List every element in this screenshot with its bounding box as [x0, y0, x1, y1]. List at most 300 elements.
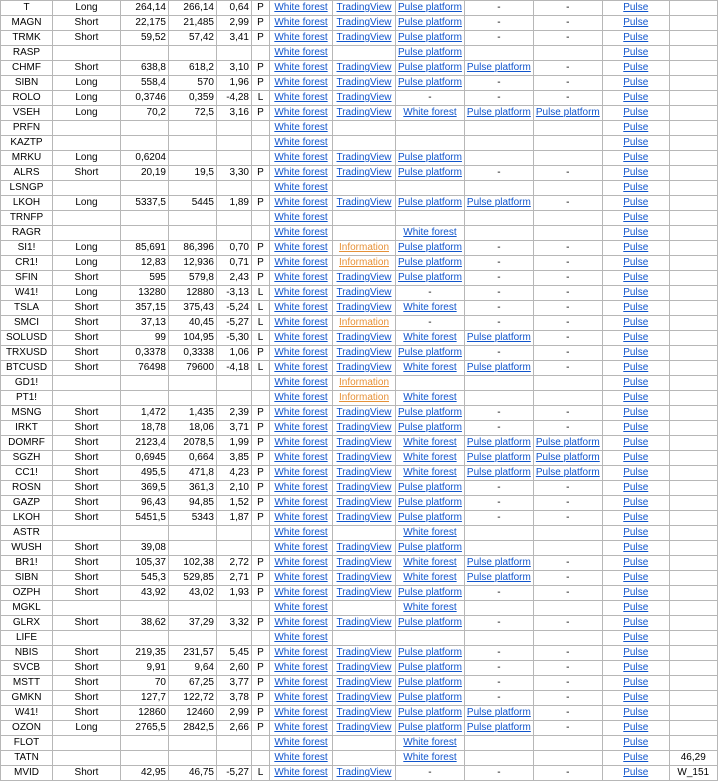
- cell-pulse-link[interactable]: Pulse: [602, 151, 669, 166]
- cell-analysis-link[interactable]: Pulse platform: [396, 31, 465, 46]
- cell-result-percent: [217, 46, 252, 61]
- cell-ticker: PT1!: [1, 391, 53, 406]
- cell-chart-link: [333, 526, 396, 541]
- cell-note: [669, 211, 717, 226]
- cell-pulse-link[interactable]: Pulse: [602, 46, 669, 61]
- cell-analysis-link[interactable]: Pulse platform: [396, 676, 465, 691]
- cell-direction: Short: [53, 676, 121, 691]
- cell-analysis-link[interactable]: White forest: [396, 571, 465, 586]
- cell-white-forest-link[interactable]: White forest: [270, 631, 333, 646]
- cell-result-percent: [217, 736, 252, 751]
- cell-chart-link[interactable]: TradingView: [333, 151, 396, 166]
- cell-extra-link-1[interactable]: Pulse platform: [464, 466, 533, 481]
- cell-chart-link[interactable]: TradingView: [333, 571, 396, 586]
- cell-white-forest-link[interactable]: White forest: [270, 286, 333, 301]
- cell-white-forest-link[interactable]: White forest: [270, 691, 333, 706]
- cell-pulse-link[interactable]: Pulse: [602, 76, 669, 91]
- cell-pulse-link[interactable]: Pulse: [602, 121, 669, 136]
- cell-analysis-link[interactable]: White forest: [396, 361, 465, 376]
- cell-chart-link[interactable]: Information: [333, 316, 396, 331]
- cell-extra-link-1: -: [464, 616, 533, 631]
- cell-analysis-link[interactable]: Pulse platform: [396, 541, 465, 556]
- cell-white-forest-link[interactable]: White forest: [270, 466, 333, 481]
- cell-analysis-link[interactable]: Pulse platform: [396, 346, 465, 361]
- cell-analysis-link[interactable]: White forest: [396, 526, 465, 541]
- cell-extra-link-1[interactable]: Pulse platform: [464, 331, 533, 346]
- cell-analysis-link[interactable]: White forest: [396, 736, 465, 751]
- cell-pulse-link[interactable]: Pulse: [602, 556, 669, 571]
- cell-white-forest-link[interactable]: White forest: [270, 61, 333, 76]
- cell-result-flag: P: [252, 436, 270, 451]
- cell-analysis-link[interactable]: White forest: [396, 226, 465, 241]
- cell-white-forest-link[interactable]: White forest: [270, 121, 333, 136]
- cell-result-flag: P: [252, 196, 270, 211]
- cell-extra-link-1[interactable]: Pulse platform: [464, 706, 533, 721]
- cell-extra-link-2[interactable]: Pulse platform: [533, 466, 602, 481]
- cell-chart-link[interactable]: TradingView: [333, 331, 396, 346]
- cell-chart-link[interactable]: TradingView: [333, 556, 396, 571]
- cell-extra-link-1[interactable]: Pulse platform: [464, 106, 533, 121]
- cell-pulse-link[interactable]: Pulse: [602, 331, 669, 346]
- cell-white-forest-link[interactable]: White forest: [270, 616, 333, 631]
- cell-result-flag: L: [252, 286, 270, 301]
- cell-result-flag: P: [252, 706, 270, 721]
- cell-white-forest-link[interactable]: White forest: [270, 106, 333, 121]
- cell-result-percent: -4,28: [217, 91, 252, 106]
- cell-pulse-link[interactable]: Pulse: [602, 646, 669, 661]
- cell-white-forest-link[interactable]: White forest: [270, 406, 333, 421]
- cell-white-forest-link[interactable]: White forest: [270, 511, 333, 526]
- cell-analysis-link[interactable]: Pulse platform: [396, 256, 465, 271]
- cell-extra-link-1[interactable]: Pulse platform: [464, 436, 533, 451]
- cell-exit-price: [169, 121, 217, 136]
- cell-ticker: BR1!: [1, 556, 53, 571]
- cell-ticker: LIFE: [1, 631, 53, 646]
- cell-pulse-link[interactable]: Pulse: [602, 721, 669, 736]
- cell-analysis-link[interactable]: Pulse platform: [396, 421, 465, 436]
- cell-pulse-link[interactable]: Pulse: [602, 571, 669, 586]
- cell-result-percent: [217, 541, 252, 556]
- cell-chart-link[interactable]: TradingView: [333, 541, 396, 556]
- cell-pulse-link[interactable]: Pulse: [602, 616, 669, 631]
- cell-pulse-link[interactable]: Pulse: [602, 586, 669, 601]
- table-row: [1, 361, 718, 376]
- cell-entry-price: 38,62: [121, 616, 169, 631]
- cell-analysis-link[interactable]: White forest: [396, 331, 465, 346]
- cell-result-percent: 4,23: [217, 466, 252, 481]
- cell-pulse-link[interactable]: Pulse: [602, 481, 669, 496]
- cell-direction: Short: [53, 556, 121, 571]
- cell-analysis-link[interactable]: White forest: [396, 451, 465, 466]
- cell-pulse-link[interactable]: Pulse: [602, 61, 669, 76]
- cell-pulse-link[interactable]: Pulse: [602, 751, 669, 766]
- cell-pulse-link[interactable]: Pulse: [602, 676, 669, 691]
- cell-white-forest-link[interactable]: White forest: [270, 706, 333, 721]
- cell-pulse-link[interactable]: Pulse: [602, 16, 669, 31]
- cell-result-flag: P: [252, 571, 270, 586]
- cell-chart-link[interactable]: TradingView: [333, 691, 396, 706]
- cell-pulse-link[interactable]: Pulse: [602, 136, 669, 151]
- cell-pulse-link[interactable]: Pulse: [602, 496, 669, 511]
- cell-result-flag: L: [252, 91, 270, 106]
- cell-pulse-link[interactable]: Pulse: [602, 361, 669, 376]
- cell-analysis-link[interactable]: Pulse platform: [396, 76, 465, 91]
- cell-white-forest-link[interactable]: White forest: [270, 196, 333, 211]
- cell-ticker: NBIS: [1, 646, 53, 661]
- cell-direction: Short: [53, 346, 121, 361]
- cell-extra-link-1: -: [464, 646, 533, 661]
- cell-exit-price: 2842,5: [169, 721, 217, 736]
- cell-extra-link-1[interactable]: Pulse platform: [464, 196, 533, 211]
- cell-white-forest-link[interactable]: White forest: [270, 271, 333, 286]
- cell-chart-link[interactable]: TradingView: [333, 61, 396, 76]
- cell-note: [669, 91, 717, 106]
- cell-analysis-link[interactable]: White forest: [396, 466, 465, 481]
- cell-analysis-link[interactable]: White forest: [396, 556, 465, 571]
- cell-chart-link[interactable]: TradingView: [333, 676, 396, 691]
- cell-chart-link[interactable]: TradingView: [333, 481, 396, 496]
- cell-direction: Long: [53, 196, 121, 211]
- cell-pulse-link[interactable]: Pulse: [602, 286, 669, 301]
- cell-extra-link-2: -: [533, 691, 602, 706]
- cell-pulse-link[interactable]: Pulse: [602, 196, 669, 211]
- cell-pulse-link[interactable]: Pulse: [602, 451, 669, 466]
- cell-white-forest-link[interactable]: White forest: [270, 226, 333, 241]
- cell-analysis-link[interactable]: Pulse platform: [396, 691, 465, 706]
- cell-analysis-link[interactable]: Pulse platform: [396, 706, 465, 721]
- cell-exit-price: [169, 526, 217, 541]
- cell-analysis-link[interactable]: Pulse platform: [396, 511, 465, 526]
- cell-pulse-link[interactable]: Pulse: [602, 376, 669, 391]
- cell-analysis-link[interactable]: Pulse platform: [396, 721, 465, 736]
- cell-pulse-link[interactable]: Pulse: [602, 526, 669, 541]
- cell-white-forest-link[interactable]: White forest: [270, 361, 333, 376]
- cell-analysis-link[interactable]: Pulse platform: [396, 661, 465, 676]
- table-row: [1, 421, 718, 436]
- cell-extra-link-2: -: [533, 361, 602, 376]
- cell-white-forest-link[interactable]: White forest: [270, 601, 333, 616]
- cell-chart-link[interactable]: Information: [333, 241, 396, 256]
- cell-ticker: W41!: [1, 706, 53, 721]
- cell-analysis-link[interactable]: Pulse platform: [396, 16, 465, 31]
- cell-entry-price: 96,43: [121, 496, 169, 511]
- cell-note: [669, 376, 717, 391]
- cell-white-forest-link[interactable]: White forest: [270, 661, 333, 676]
- cell-pulse-link[interactable]: Pulse: [602, 631, 669, 646]
- cell-direction: Short: [53, 406, 121, 421]
- cell-direction: Long: [53, 241, 121, 256]
- cell-chart-link[interactable]: TradingView: [333, 361, 396, 376]
- cell-analysis-link[interactable]: Pulse platform: [396, 406, 465, 421]
- cell-pulse-link[interactable]: Pulse: [602, 256, 669, 271]
- cell-pulse-link[interactable]: Pulse: [602, 736, 669, 751]
- cell-chart-link[interactable]: TradingView: [333, 166, 396, 181]
- cell-extra-link-1[interactable]: Pulse platform: [464, 61, 533, 76]
- cell-white-forest-link[interactable]: White forest: [270, 496, 333, 511]
- cell-pulse-link[interactable]: Pulse: [602, 406, 669, 421]
- cell-analysis-link[interactable]: White forest: [396, 436, 465, 451]
- cell-chart-link[interactable]: TradingView: [333, 16, 396, 31]
- cell-chart-link[interactable]: TradingView: [333, 406, 396, 421]
- cell-result-flag: P: [252, 406, 270, 421]
- cell-white-forest-link[interactable]: White forest: [270, 1, 333, 16]
- cell-analysis-link[interactable]: White forest: [396, 106, 465, 121]
- cell-extra-link-2: -: [533, 706, 602, 721]
- cell-result-percent: -4,18: [217, 361, 252, 376]
- cell-analysis-link[interactable]: Pulse platform: [396, 586, 465, 601]
- cell-chart-link[interactable]: TradingView: [333, 766, 396, 781]
- cell-analysis-link[interactable]: Pulse platform: [396, 151, 465, 166]
- cell-pulse-link[interactable]: Pulse: [602, 511, 669, 526]
- cell-white-forest-link[interactable]: White forest: [270, 241, 333, 256]
- cell-ticker: LKOH: [1, 196, 53, 211]
- cell-entry-price: 127,7: [121, 691, 169, 706]
- cell-analysis-link[interactable]: Pulse platform: [396, 166, 465, 181]
- cell-chart-link[interactable]: TradingView: [333, 721, 396, 736]
- cell-white-forest-link[interactable]: White forest: [270, 451, 333, 466]
- cell-chart-link[interactable]: TradingView: [333, 496, 396, 511]
- cell-chart-link[interactable]: TradingView: [333, 706, 396, 721]
- cell-ticker: OZON: [1, 721, 53, 736]
- cell-entry-price: 264,14: [121, 1, 169, 16]
- cell-ticker: GLRX: [1, 616, 53, 631]
- cell-pulse-link[interactable]: Pulse: [602, 661, 669, 676]
- cell-analysis-link[interactable]: Pulse platform: [396, 46, 465, 61]
- cell-result-percent: 3,71: [217, 421, 252, 436]
- cell-white-forest-link[interactable]: White forest: [270, 556, 333, 571]
- cell-ticker: MVID: [1, 766, 53, 781]
- cell-note: [669, 181, 717, 196]
- cell-pulse-link[interactable]: Pulse: [602, 226, 669, 241]
- grid-body: [1, 1, 718, 781]
- cell-extra-link-2: -: [533, 511, 602, 526]
- cell-chart-link[interactable]: TradingView: [333, 646, 396, 661]
- cell-extra-link-2[interactable]: Pulse platform: [533, 451, 602, 466]
- cell-chart-link[interactable]: TradingView: [333, 286, 396, 301]
- cell-white-forest-link[interactable]: White forest: [270, 16, 333, 31]
- cell-extra-link-2: -: [533, 256, 602, 271]
- cell-pulse-link[interactable]: Pulse: [602, 706, 669, 721]
- cell-white-forest-link[interactable]: White forest: [270, 391, 333, 406]
- cell-pulse-link[interactable]: Pulse: [602, 391, 669, 406]
- cell-pulse-link[interactable]: Pulse: [602, 1, 669, 16]
- cell-white-forest-link[interactable]: White forest: [270, 676, 333, 691]
- cell-white-forest-link[interactable]: White forest: [270, 376, 333, 391]
- cell-chart-link[interactable]: TradingView: [333, 271, 396, 286]
- cell-ticker: MGKL: [1, 601, 53, 616]
- cell-white-forest-link[interactable]: White forest: [270, 181, 333, 196]
- cell-pulse-link[interactable]: Pulse: [602, 766, 669, 781]
- cell-direction: [53, 211, 121, 226]
- cell-extra-link-2[interactable]: Pulse platform: [533, 106, 602, 121]
- cell-extra-link-1: [464, 226, 533, 241]
- cell-pulse-link[interactable]: Pulse: [602, 31, 669, 46]
- cell-analysis-link[interactable]: Pulse platform: [396, 271, 465, 286]
- cell-extra-link-2: [533, 121, 602, 136]
- cell-pulse-link[interactable]: Pulse: [602, 316, 669, 331]
- cell-direction: [53, 181, 121, 196]
- cell-chart-link[interactable]: TradingView: [333, 661, 396, 676]
- cell-pulse-link[interactable]: Pulse: [602, 241, 669, 256]
- cell-white-forest-link[interactable]: White forest: [270, 301, 333, 316]
- cell-direction: Short: [53, 361, 121, 376]
- cell-analysis-link[interactable]: White forest: [396, 601, 465, 616]
- cell-pulse-link[interactable]: Pulse: [602, 91, 669, 106]
- cell-note: [669, 556, 717, 571]
- cell-analysis-link[interactable]: Pulse platform: [396, 196, 465, 211]
- cell-pulse-link[interactable]: Pulse: [602, 271, 669, 286]
- cell-result-percent: 0,64: [217, 1, 252, 16]
- cell-white-forest-link[interactable]: White forest: [270, 91, 333, 106]
- cell-white-forest-link[interactable]: White forest: [270, 151, 333, 166]
- cell-direction: Short: [53, 766, 121, 781]
- cell-analysis-link[interactable]: Pulse platform: [396, 481, 465, 496]
- cell-analysis-link[interactable]: Pulse platform: [396, 61, 465, 76]
- cell-result-percent: [217, 211, 252, 226]
- cell-white-forest-link[interactable]: White forest: [270, 166, 333, 181]
- cell-analysis-link[interactable]: White forest: [396, 751, 465, 766]
- cell-analysis-link[interactable]: Pulse platform: [396, 616, 465, 631]
- cell-white-forest-link[interactable]: White forest: [270, 526, 333, 541]
- cell-extra-link-2: -: [533, 496, 602, 511]
- cell-chart-link[interactable]: TradingView: [333, 466, 396, 481]
- cell-white-forest-link[interactable]: White forest: [270, 436, 333, 451]
- table-row: [1, 646, 718, 661]
- cell-pulse-link[interactable]: Pulse: [602, 436, 669, 451]
- cell-chart-link[interactable]: TradingView: [333, 586, 396, 601]
- cell-pulse-link[interactable]: Pulse: [602, 466, 669, 481]
- cell-result-flag: P: [252, 451, 270, 466]
- cell-ticker: ROLO: [1, 91, 53, 106]
- cell-note: [669, 571, 717, 586]
- cell-analysis-link[interactable]: Pulse platform: [396, 241, 465, 256]
- cell-white-forest-link[interactable]: White forest: [270, 481, 333, 496]
- cell-chart-link[interactable]: Information: [333, 256, 396, 271]
- cell-white-forest-link[interactable]: White forest: [270, 256, 333, 271]
- cell-extra-link-1[interactable]: Pulse platform: [464, 451, 533, 466]
- cell-chart-link[interactable]: TradingView: [333, 451, 396, 466]
- cell-entry-price: 85,691: [121, 241, 169, 256]
- cell-white-forest-link[interactable]: White forest: [270, 31, 333, 46]
- cell-white-forest-link[interactable]: White forest: [270, 331, 333, 346]
- cell-note: [669, 541, 717, 556]
- cell-result-flag: P: [252, 421, 270, 436]
- cell-chart-link[interactable]: Information: [333, 391, 396, 406]
- cell-chart-link[interactable]: TradingView: [333, 1, 396, 16]
- cell-chart-link[interactable]: TradingView: [333, 196, 396, 211]
- cell-white-forest-link[interactable]: White forest: [270, 541, 333, 556]
- cell-result-flag: P: [252, 481, 270, 496]
- table-row: [1, 1, 718, 16]
- cell-extra-link-2: -: [533, 406, 602, 421]
- cell-result-percent: 0,71: [217, 256, 252, 271]
- cell-white-forest-link[interactable]: White forest: [270, 346, 333, 361]
- cell-result-percent: [217, 376, 252, 391]
- cell-chart-link[interactable]: TradingView: [333, 346, 396, 361]
- cell-entry-price: 595: [121, 271, 169, 286]
- cell-white-forest-link[interactable]: White forest: [270, 316, 333, 331]
- cell-pulse-link[interactable]: Pulse: [602, 301, 669, 316]
- cell-white-forest-link[interactable]: White forest: [270, 211, 333, 226]
- cell-pulse-link[interactable]: Pulse: [602, 181, 669, 196]
- cell-chart-link: [333, 736, 396, 751]
- cell-extra-link-1: [464, 211, 533, 226]
- table-row: [1, 481, 718, 496]
- cell-analysis-link[interactable]: White forest: [396, 301, 465, 316]
- table-row: [1, 526, 718, 541]
- cell-direction: Short: [53, 331, 121, 346]
- cell-chart-link[interactable]: TradingView: [333, 106, 396, 121]
- cell-extra-link-1[interactable]: Pulse platform: [464, 556, 533, 571]
- cell-result-percent: 1,87: [217, 511, 252, 526]
- cell-pulse-link[interactable]: Pulse: [602, 346, 669, 361]
- cell-pulse-link[interactable]: Pulse: [602, 106, 669, 121]
- cell-pulse-link[interactable]: Pulse: [602, 166, 669, 181]
- cell-chart-link[interactable]: TradingView: [333, 91, 396, 106]
- cell-analysis-link[interactable]: Pulse platform: [396, 646, 465, 661]
- cell-note: [669, 616, 717, 631]
- cell-pulse-link[interactable]: Pulse: [602, 541, 669, 556]
- cell-ticker: TRNFP: [1, 211, 53, 226]
- cell-result-percent: -5,30: [217, 331, 252, 346]
- cell-entry-price: 0,6945: [121, 451, 169, 466]
- cell-pulse-link[interactable]: Pulse: [602, 211, 669, 226]
- cell-analysis-link[interactable]: Pulse platform: [396, 1, 465, 16]
- cell-chart-link[interactable]: TradingView: [333, 76, 396, 91]
- cell-chart-link[interactable]: TradingView: [333, 436, 396, 451]
- cell-extra-link-1[interactable]: Pulse platform: [464, 571, 533, 586]
- cell-white-forest-link[interactable]: White forest: [270, 46, 333, 61]
- cell-pulse-link[interactable]: Pulse: [602, 421, 669, 436]
- cell-ticker: ALRS: [1, 166, 53, 181]
- cell-chart-link[interactable]: TradingView: [333, 511, 396, 526]
- cell-white-forest-link[interactable]: White forest: [270, 766, 333, 781]
- cell-extra-link-2: -: [533, 676, 602, 691]
- cell-extra-link-2: [533, 46, 602, 61]
- cell-exit-price: 40,45: [169, 316, 217, 331]
- cell-extra-link-1[interactable]: Pulse platform: [464, 721, 533, 736]
- cell-result-percent: 2,99: [217, 16, 252, 31]
- cell-white-forest-link[interactable]: White forest: [270, 421, 333, 436]
- cell-pulse-link[interactable]: Pulse: [602, 691, 669, 706]
- cell-chart-link[interactable]: TradingView: [333, 421, 396, 436]
- cell-extra-link-1: -: [464, 316, 533, 331]
- cell-extra-link-2[interactable]: Pulse platform: [533, 436, 602, 451]
- cell-pulse-link[interactable]: Pulse: [602, 601, 669, 616]
- cell-white-forest-link[interactable]: White forest: [270, 136, 333, 151]
- cell-white-forest-link[interactable]: White forest: [270, 586, 333, 601]
- cell-white-forest-link[interactable]: White forest: [270, 736, 333, 751]
- cell-chart-link[interactable]: Information: [333, 376, 396, 391]
- cell-chart-link[interactable]: TradingView: [333, 31, 396, 46]
- cell-chart-link[interactable]: TradingView: [333, 301, 396, 316]
- cell-analysis-link[interactable]: White forest: [396, 391, 465, 406]
- cell-extra-link-1[interactable]: Pulse platform: [464, 361, 533, 376]
- cell-white-forest-link[interactable]: White forest: [270, 571, 333, 586]
- cell-result-flag: P: [252, 271, 270, 286]
- cell-ticker: SOLUSD: [1, 331, 53, 346]
- cell-white-forest-link[interactable]: White forest: [270, 721, 333, 736]
- cell-white-forest-link[interactable]: White forest: [270, 646, 333, 661]
- cell-extra-link-2: -: [533, 76, 602, 91]
- cell-note: [669, 466, 717, 481]
- cell-chart-link[interactable]: TradingView: [333, 616, 396, 631]
- cell-white-forest-link[interactable]: White forest: [270, 76, 333, 91]
- cell-white-forest-link[interactable]: White forest: [270, 751, 333, 766]
- cell-ticker: CC1!: [1, 466, 53, 481]
- cell-analysis-link[interactable]: Pulse platform: [396, 496, 465, 511]
- cell-extra-link-1: -: [464, 481, 533, 496]
